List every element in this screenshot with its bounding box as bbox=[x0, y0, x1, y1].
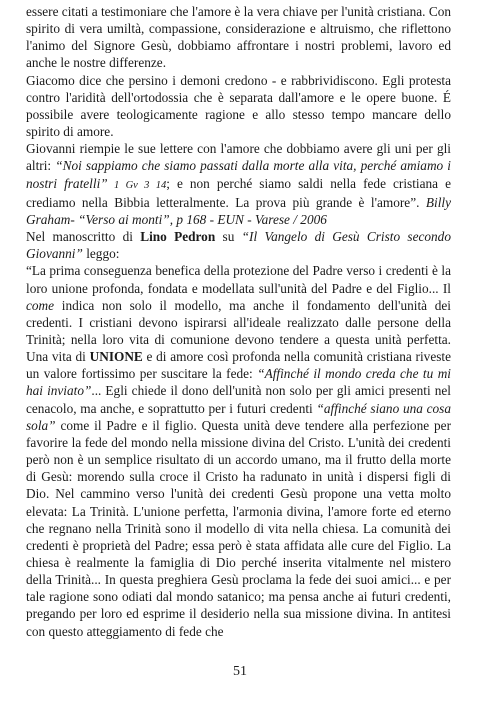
scripture-reference: 1 Gv 3 14 bbox=[107, 179, 167, 191]
paragraph-2: Giacomo dice che persino i demoni credono - e rabbrividiscono. Egli protesta contro l'aridità dell'ortodossia che è separata dall'amore e le opere buone. É possibile avere teologicamente ragione e allo stesso tempo mancare dello spirito di amore. bbox=[26, 72, 451, 140]
paragraph-5-text-5: come il Padre e il figlio. Questa unità deve tendere alla perfezione per favorire la fede del mondo nella missione divina del Cristo. L'unità dei credenti però non è un semplice risultato di un accordo umano, ma il frutto della morte di Gesù: morendo sulla croce il Cristo ha radunato in unità i dispersi figli di Dio. Nel cammino verso l'unità dei credenti Gesù propone una vetta molto elevata: La Trinità. L'unione perfetta, l'armonia divina, l'amore forte ed eterno che regnano nella Trinità sono il modello di vita nella chiesa. La comunità dei credenti è proprietà del Padre; essa però è stata affidata alle cure del Figlio. La chiesa è realmente la famiglia di Dio perché inserita vitalmente nel mistero della Trinità... In questa preghiera Gesù proclama la fede dei suoi amici... e per tale ragione sono odiati dal mondo satanico; ma pensa anche ai futuri credenti, pregando per loro ed esprime il desiderio nella sua missione divina. In antitesi con questo atteggiamento di fede che bbox=[26, 417, 451, 639]
paragraph-5-text-4: ... Egli chiede il dono dell'unità non solo per gli amici presenti nel cenacolo, ma anche, e soprattutto per i futuri credenti bbox=[26, 383, 451, 416]
author-name: Lino Pedron bbox=[140, 229, 216, 245]
paragraph-3-text-1: Giovanni riempie le sue lettere con l'amore che dobbiamo avere gli uni per gli altri: bbox=[26, 141, 451, 174]
paragraph-4-text-2: su bbox=[215, 229, 242, 245]
page-number: 51 bbox=[233, 664, 247, 679]
scripture-quote: “Noi sappiamo che siamo passati dalla morte alla vita, perché amiamo i nostri fratelli” bbox=[26, 158, 451, 191]
paragraph-3-text-2: ; e non perché siamo saldi nella fede cristiana e crediamo nella Bibbia letteralmente. La prova più grande è l'amore”. bbox=[26, 175, 451, 210]
work-title: “Il Vangelo di Gesù Cristo secondo Giovanni” bbox=[26, 229, 451, 262]
source-citation: Billy Graham- “Verso ai monti”, p 168 - EUN - Varese / 2006 bbox=[26, 194, 451, 227]
emphasis-come: come bbox=[26, 297, 55, 313]
paragraph-5-text-1: “La prima conseguenza benefica della protezione del Padre verso i credenti è la loro unione profonda, fondata e modellata sull'unità del Padre e del Figlio... Il bbox=[26, 263, 451, 296]
paragraph-4 bbox=[26, 228, 451, 262]
paragraph-5-text-2: indica non solo il modello, ma anche il fondamento dell'unità dei credenti. I cristiani devono ispirarsi all'ideale realizzato dalle persone della Trinità; nella loro vita di comunione devono tendere a questa unità perfetta. Una vita di bbox=[26, 297, 451, 365]
emphasis-unione: UNIONE bbox=[89, 349, 143, 365]
quote-cosa-sola: “affinché siano una cosa sola” bbox=[26, 400, 451, 433]
paragraph-4-text-3: leggo: bbox=[82, 246, 120, 262]
paragraph-4-text-1: Nel manoscritto di bbox=[26, 229, 141, 245]
paragraph-5-text-3: e di amore così profonda nella comunità cristiana riveste un valore fortissimo per suscitare la fede: bbox=[26, 349, 451, 382]
paragraph-5 bbox=[26, 262, 451, 639]
quote-affinche-mondo: “Affinché il mondo creda che tu mi hai inviato” bbox=[26, 366, 451, 399]
paragraph-3 bbox=[26, 140, 451, 228]
paragraph-1: essere citati a testimoniare che l'amore è la vera chiave per l'unità cristiana. Con spirito di vera umiltà, compassione, considerazione e altruismo, che riflettono l'animo del Signore Gesù, dobbiamo affrontare i nostri problemi, lavoro ed anche le nostre differenze. bbox=[26, 4, 451, 71]
